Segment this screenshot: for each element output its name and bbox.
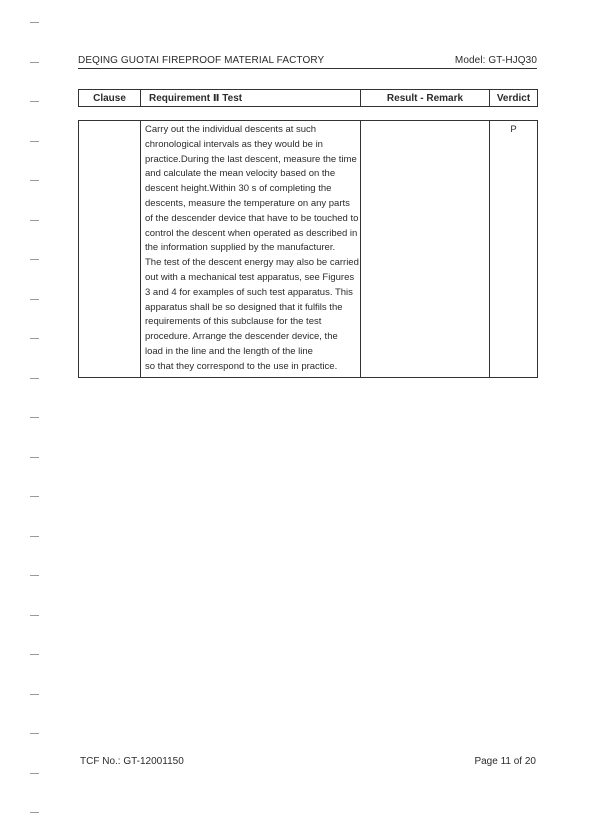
binding-tick	[30, 496, 39, 497]
column-header-verdict: Verdict	[490, 90, 538, 107]
requirement-line: out with a mechanical test apparatus, see Figures	[145, 271, 355, 283]
binding-tick	[30, 299, 39, 300]
binding-tick	[30, 654, 39, 655]
column-header-requirement: Requirement Ⅱ Test	[141, 90, 361, 107]
requirement-cell	[141, 121, 361, 378]
binding-tick	[30, 259, 39, 260]
clause-cell	[79, 121, 141, 378]
header-rule	[78, 68, 537, 69]
binding-tick	[30, 417, 39, 418]
binding-tick	[30, 220, 39, 221]
requirement-line: Carry out the individual descents at such	[145, 124, 317, 135]
column-header-clause: Clause	[79, 90, 141, 107]
requirement-line: The test of the descent energy may also be carried	[145, 257, 359, 269]
page-header	[78, 55, 537, 69]
requirement-line: procedure. Arrange the descender device, the	[145, 331, 338, 343]
binding-marks	[30, 0, 42, 825]
requirement-line: practice.During the last descent, measure the time	[145, 153, 357, 165]
requirement-line: requirements of this subclause for the test	[145, 316, 322, 328]
spacer-row	[79, 107, 538, 121]
requirement-line: chronological intervals as they would be in	[145, 138, 323, 150]
requirement-line: the information supplied by the manufacturer.	[145, 242, 336, 254]
requirement-line: descents, measure the temperature on any parts	[145, 197, 350, 209]
requirement-line: descent height.Within 30 s of completing the	[145, 183, 332, 195]
binding-tick	[30, 575, 39, 576]
requirement-line: 3 and 4 for examples of such test apparatus. This	[145, 286, 353, 298]
binding-tick	[30, 536, 39, 537]
binding-tick	[30, 338, 39, 339]
binding-tick	[30, 378, 39, 379]
table-row	[79, 121, 538, 378]
binding-tick	[30, 141, 39, 142]
binding-tick	[30, 733, 39, 734]
company-name: DEQING GUOTAI FIREPROOF MATERIAL FACTORY	[78, 55, 325, 66]
test-report-table	[78, 89, 538, 378]
requirement-line: control the descent when operated as described in	[145, 227, 358, 239]
requirement-text	[145, 123, 359, 375]
model-number: Model: GT-HJQ30	[454, 55, 537, 66]
requirement-line: and calculate the mean velocity based on the	[145, 168, 336, 180]
binding-tick	[30, 457, 39, 458]
table-header-row	[79, 90, 538, 107]
binding-tick	[30, 615, 39, 616]
requirement-line: apparatus shall be so designed that it fulfils the	[145, 301, 343, 313]
result-cell	[361, 121, 490, 378]
binding-tick	[30, 62, 39, 63]
requirement-line: of the descender device that have to be touched to	[145, 212, 359, 224]
binding-tick	[30, 101, 39, 102]
binding-tick	[30, 180, 39, 181]
requirement-line: so that they correspond to the use in practice.	[145, 360, 338, 372]
verdict-cell: P	[490, 121, 538, 378]
tcf-number: TCF No.: GT-12001150	[80, 756, 184, 767]
requirement-line: load in the line and the length of the line	[145, 345, 313, 357]
binding-tick	[30, 773, 39, 774]
column-header-result: Result - Remark	[361, 90, 490, 107]
binding-tick	[30, 812, 39, 813]
binding-tick	[30, 22, 39, 23]
page-number: Page 11 of 20	[474, 756, 536, 767]
binding-tick	[30, 694, 39, 695]
